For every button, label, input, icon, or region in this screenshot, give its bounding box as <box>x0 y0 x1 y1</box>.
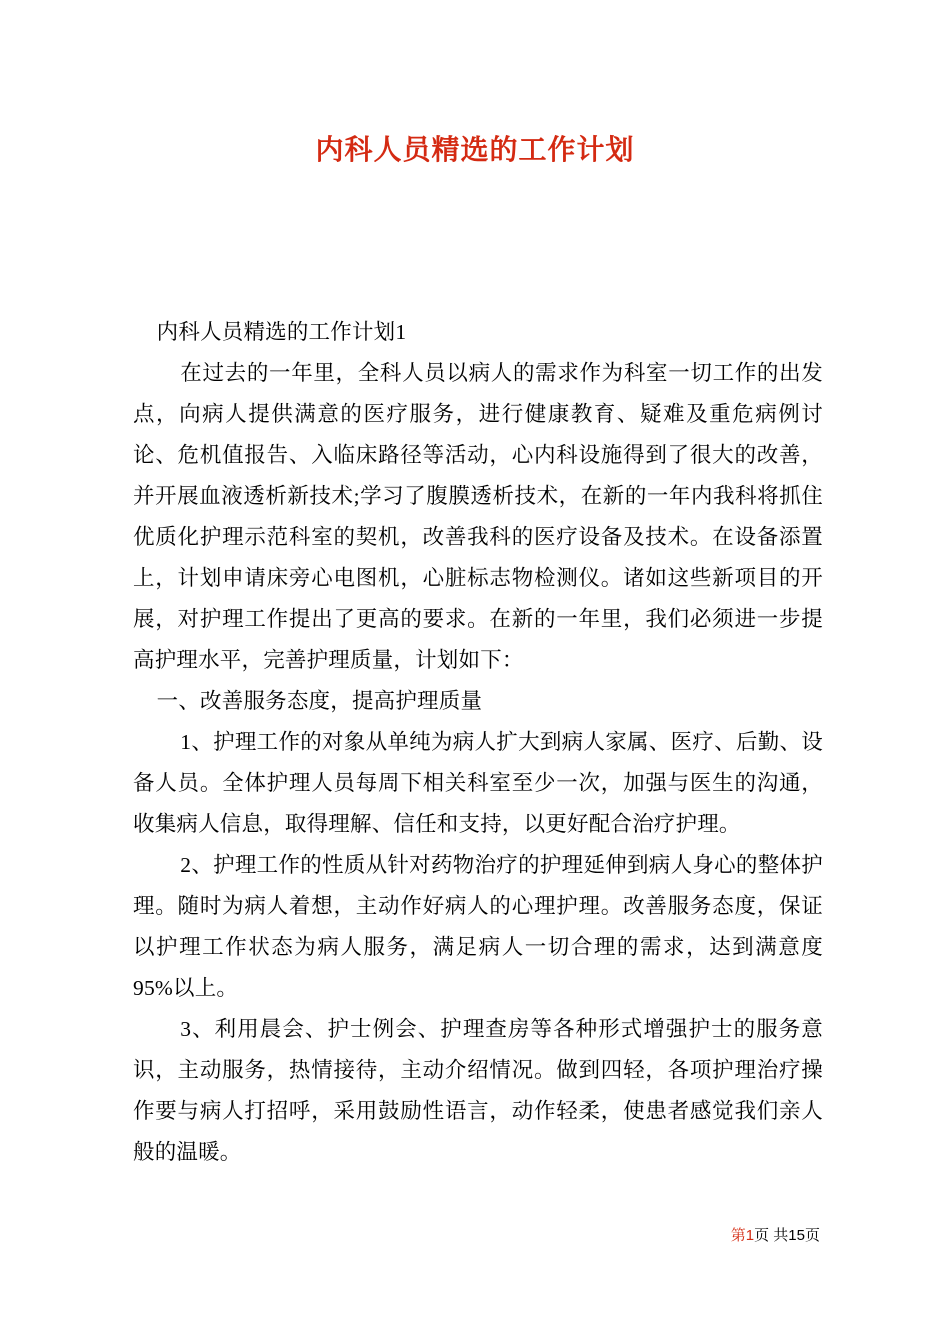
paragraph-heading-line: 内科人员精选的工作计划1 <box>156 320 407 344</box>
footer-current-page: 1 <box>745 1227 755 1244</box>
footer-total-pages: 15 <box>788 1227 805 1244</box>
paragraph-item-1: 1、护理工作的对象从单纯为病人扩大到病人家属、医疗、后勤、设备人员。全体护理人员每周下相关科室至少一次，加强与医生的沟通，收集病人信息，取得理解、信任和支持，以更好配合治疗护理。 <box>133 730 823 836</box>
paragraph-item-3: 3、利用晨会、护士例会、护理查房等各种形式增强护士的服务意识，主动服务，热情接待，主动介绍情况。做到四轻，各项护理治疗操作要与病人打招呼，采用鼓励性语言，动作轻柔，使患者感觉我们亲人般的温暖。 <box>133 1017 823 1164</box>
document-body <box>133 312 823 1173</box>
paragraph-intro: 在过去的一年里，全科人员以病人的需求作为科室一切工作的出发点，向病人提供满意的医疗服务，进行健康教育、疑难及重危病例讨论、危机值报告、入临床路径等活动，心内科设施得到了很大的改善，并开展血液透析新技术;学习了腹膜透析技术，在新的一年内我科将抓住优质化护理示范科室的契机，改善我科的医疗设备及技术。在设备添置上，计划申请床旁心电图机，心脏标志物检测仪。诸如这些新项目的开展，对护理工作提出了更高的要求。在新的一年里，我们必须进一步提高护理水平，完善护理质量，计划如下： <box>133 361 823 672</box>
footer-suffix: 页 <box>804 1227 820 1244</box>
paragraph-item-2: 2、护理工作的性质从针对药物治疗的护理延伸到病人身心的整体护理。随时为病人着想，主动作好病人的心理护理。改善服务态度，保证以护理工作状态为病人服务，满足病人一切合理的需求，达到满意度95%以上。 <box>133 853 823 1000</box>
page-number <box>731 1224 820 1245</box>
page-title: 内科人员精选的工作计划 <box>315 135 635 166</box>
footer-prefix: 第 <box>730 1227 746 1244</box>
footer-middle: 页 共 <box>754 1227 789 1244</box>
paragraph-section-1: 一、改善服务态度，提高护理质量 <box>156 689 483 713</box>
